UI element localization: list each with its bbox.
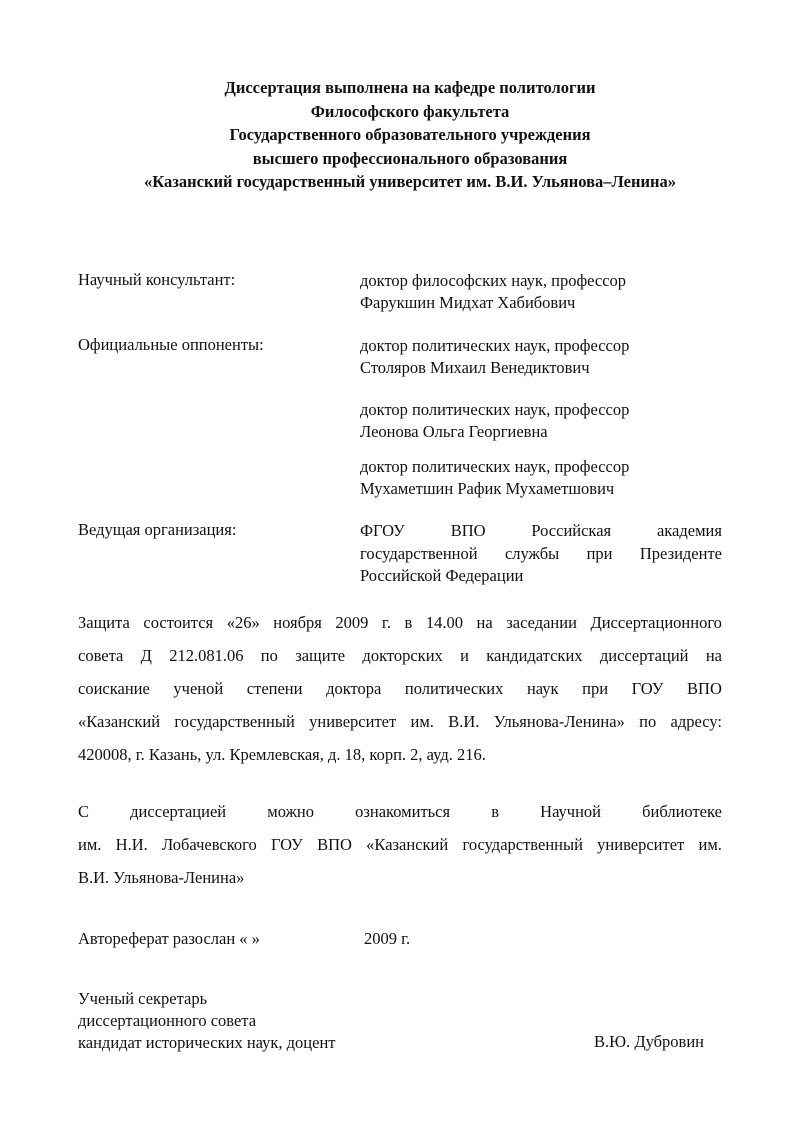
- paragraph-word: 2009: [335, 613, 369, 632]
- paragraph-word: ознакомиться: [355, 802, 451, 821]
- paragraph-word: защите: [295, 646, 346, 665]
- defense-paragraph: [78, 606, 722, 771]
- consultant-degree: доктор философских наук, профессор: [360, 271, 627, 290]
- paragraph-word: В.И.: [448, 712, 480, 731]
- leading-org-role: Ведущая организация:: [78, 520, 237, 539]
- paragraph-word: Научной: [540, 802, 602, 821]
- header-line: Философского факультета: [310, 101, 510, 121]
- org-line-2: [360, 543, 722, 566]
- paragraph-word: им.: [78, 835, 102, 854]
- paragraph-word: им.: [410, 712, 434, 731]
- paragraph-word: адресу:: [670, 712, 722, 731]
- paragraph-word: совета: [78, 646, 124, 665]
- header-line: Диссертация выполнена на кафедре политологии: [224, 78, 596, 97]
- abstract-sent-label: Автореферат разослан « »: [78, 929, 260, 948]
- header-line: Государственного образовательного учреждения: [229, 125, 591, 144]
- secretary-line: Ученый секретарь: [78, 989, 208, 1008]
- consultant-person: [360, 270, 722, 314]
- paragraph-word: ВПО: [317, 835, 352, 854]
- library-line-3: В.И. Ульянова-Ленина»: [78, 868, 245, 887]
- paragraph-word: государственный: [174, 712, 295, 731]
- paragraph-word: состоится: [143, 613, 214, 632]
- org-word: ВПО: [450, 521, 486, 540]
- org-word: Президенте: [639, 543, 722, 563]
- paragraph-word: Лобачевского: [162, 835, 257, 854]
- library-paragraph: [78, 795, 722, 894]
- document-header: [60, 76, 760, 194]
- paragraph-word: на: [476, 613, 493, 632]
- defense-line-5: 420008, г. Казань, ул. Кремлевская, д. 18, корп. 2, ауд. 216.: [78, 745, 486, 764]
- paragraph-word: Н.И.: [115, 835, 148, 854]
- paragraph-word: в: [404, 613, 413, 632]
- paragraph-word: государственный: [462, 835, 583, 854]
- paragraph-word: ГОУ: [271, 835, 303, 854]
- paragraph-word: библиотеке: [642, 802, 722, 821]
- org-line-1: [360, 520, 722, 543]
- paragraph-word: «Казанский: [366, 835, 449, 854]
- opponent-2: [360, 399, 722, 443]
- paragraph-word: им.: [698, 835, 722, 854]
- opponent-1: [360, 335, 722, 379]
- paragraph-word: по: [260, 646, 278, 665]
- org-word: при: [586, 543, 613, 563]
- opponent-3: [360, 456, 722, 500]
- org-word: ФГОУ: [360, 521, 405, 540]
- opponent-degree: доктор политических наук, профессор: [360, 336, 630, 355]
- paragraph-word: «26»: [226, 613, 260, 632]
- org-word: государственной: [360, 543, 478, 563]
- org-word: академия: [656, 521, 722, 540]
- paragraph-word: университет: [309, 712, 397, 731]
- paragraph-word: Ульянова-Ленина»: [493, 712, 625, 731]
- paragraph-word: и: [460, 646, 469, 665]
- org-line-3: Российской Федерации: [360, 566, 524, 585]
- paragraph-word: ВПО: [687, 679, 722, 698]
- paragraph-word: доктора: [326, 679, 382, 698]
- opponents-role: Официальные оппоненты:: [78, 335, 264, 354]
- paragraph-word: степени: [246, 679, 303, 698]
- opponent-name: Столяров Михаил Венедиктович: [360, 358, 590, 377]
- defense-line-3: [78, 672, 722, 705]
- opponent-name: Леонова Ольга Георгиевна: [360, 422, 548, 441]
- paragraph-word: диссертаций: [599, 646, 689, 665]
- paragraph-word: Диссертационного: [590, 613, 722, 632]
- paragraph-word: по: [639, 712, 657, 731]
- consultant-role: Научный консультант:: [78, 270, 236, 289]
- paragraph-word: ноября: [273, 613, 322, 632]
- secretary-line: кандидат исторических наук, доцент: [78, 1033, 336, 1052]
- paragraph-word: можно: [267, 802, 315, 821]
- leading-org-name: [360, 520, 722, 588]
- opponent-degree: доктор политических наук, профессор: [360, 400, 630, 419]
- org-word: службы: [504, 543, 560, 563]
- header-line: «Казанский государственный университет им. В.И. Ульянова–Ленина»: [143, 172, 677, 191]
- org-word: Российская: [531, 521, 612, 540]
- paragraph-word: при: [582, 679, 609, 698]
- defense-line-2: [78, 639, 722, 672]
- paragraph-word: Д: [140, 646, 152, 665]
- paragraph-word: ГОУ: [631, 679, 664, 698]
- paragraph-word: кандидатских: [486, 646, 583, 665]
- paragraph-word: С: [78, 802, 90, 821]
- paragraph-word: 14.00: [425, 613, 463, 632]
- header-line: высшего профессионального образования: [252, 148, 568, 168]
- paragraph-word: докторских: [362, 646, 443, 665]
- paragraph-word: политических: [404, 679, 504, 698]
- secretary-block: [78, 988, 336, 1054]
- secretary-line: диссертационного совета: [78, 1011, 257, 1030]
- secretary-name: В.Ю. Дубровин: [594, 1032, 704, 1051]
- defense-line-4: [78, 705, 722, 738]
- paragraph-word: университет: [597, 835, 685, 854]
- paragraph-word: соискание: [78, 679, 150, 698]
- paragraph-word: на: [705, 646, 722, 665]
- paragraph-word: заседании: [506, 613, 577, 632]
- library-line-1: [78, 795, 722, 828]
- paragraph-word: наук: [526, 679, 559, 698]
- paragraph-word: «Казанский: [78, 712, 161, 731]
- opponent-name: Мухаметшин Рафик Мухаметшович: [360, 479, 615, 498]
- paragraph-word: г.: [381, 613, 391, 632]
- library-line-2: [78, 828, 722, 861]
- consultant-name: Фарукшин Мидхат Хабибович: [360, 293, 576, 312]
- paragraph-word: Защита: [78, 613, 130, 632]
- paragraph-word: ученой: [173, 679, 224, 698]
- paragraph-word: в: [491, 802, 500, 821]
- abstract-sent-year: 2009 г.: [364, 929, 411, 948]
- paragraph-word: диссертацией: [130, 802, 227, 821]
- defense-line-1: [78, 606, 722, 639]
- paragraph-word: 212.081.06: [169, 646, 244, 665]
- opponent-degree: доктор политических наук, профессор: [360, 457, 630, 476]
